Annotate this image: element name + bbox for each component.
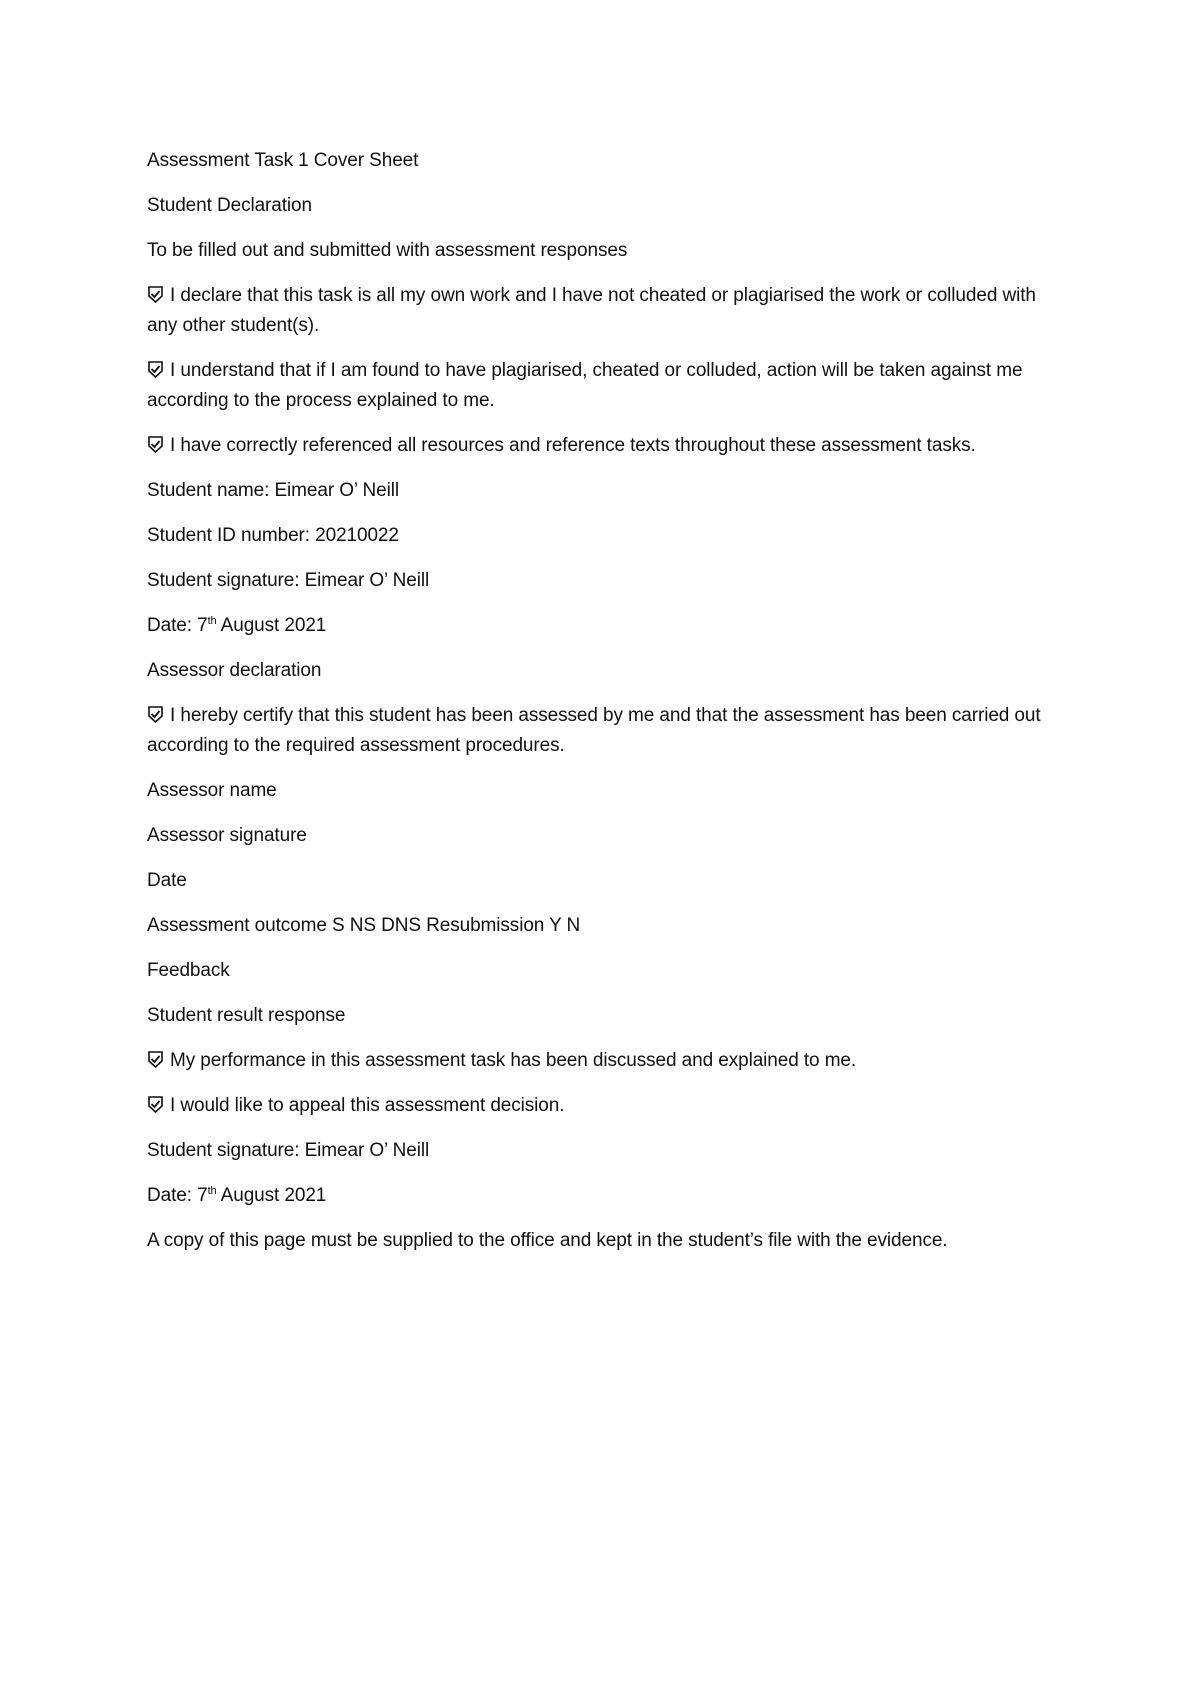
assessor-signature: Assessor signature (147, 825, 307, 846)
page-title: Assessment Task 1 Cover Sheet (147, 150, 419, 171)
final-date (147, 1181, 1067, 1211)
checkbox-icon (147, 436, 164, 453)
final-date-label: Date: 7 (147, 1185, 208, 1206)
result-response-text: My performance in this assessment task has been discussed and explained to me. (170, 1050, 857, 1071)
student-date (147, 611, 1067, 641)
declaration-item (147, 281, 1067, 341)
checkbox-icon (147, 1096, 164, 1113)
checkbox-icon (147, 706, 164, 723)
result-response-item (147, 1046, 1067, 1076)
result-response-text: I would like to appeal this assessment decision. (170, 1095, 565, 1116)
feedback-label: Feedback (147, 960, 230, 981)
student-id: Student ID number: 20210022 (147, 525, 399, 546)
assessor-declaration-heading: Assessor declaration (147, 660, 322, 681)
assessor-date: Date (147, 870, 187, 891)
student-signature: Student signature: Eimear O’ Neill (147, 570, 430, 591)
student-declaration-heading: Student Declaration (147, 195, 312, 216)
cover-sheet-content (147, 146, 1067, 1271)
date-ordinal: th (207, 615, 217, 627)
final-date-ordinal: th (207, 1185, 217, 1197)
declaration-text: I have correctly referenced all resources and reference texts throughout these assessment tasks. (170, 435, 976, 456)
declaration-text: I understand that if I am found to have plagiarised, cheated or colluded, action will be taken against me according to the process explained to me. (147, 360, 1023, 411)
final-student-signature: Student signature: Eimear O’ Neill (147, 1140, 430, 1161)
assessor-certification-item (147, 701, 1067, 761)
instruction-text: To be filled out and submitted with assessment responses (147, 240, 628, 261)
checkbox-icon (147, 286, 164, 303)
date-rest: August 2021 (216, 615, 327, 636)
student-name: Student name: Eimear O’ Neill (147, 480, 399, 501)
result-response-item (147, 1091, 1067, 1121)
final-date-rest: August 2021 (216, 1185, 327, 1206)
checkbox-icon (147, 1051, 164, 1068)
declaration-item (147, 431, 1067, 461)
date-label: Date: 7 (147, 615, 208, 636)
assessor-name: Assessor name (147, 780, 277, 801)
declaration-text: I declare that this task is all my own work and I have not cheated or plagiarised the work or colluded with any other student(s). (147, 285, 1036, 336)
assessor-certification-text: I hereby certify that this student has been assessed by me and that the assessment has been carried out according to the required assessment procedures. (147, 705, 1041, 756)
checkbox-icon (147, 361, 164, 378)
student-result-response-heading: Student result response (147, 1005, 346, 1026)
assessment-outcome: Assessment outcome S NS DNS Resubmission Y N (147, 915, 581, 936)
declaration-item (147, 356, 1067, 416)
footer-note: A copy of this page must be supplied to the office and kept in the student’s file with the evidence. (147, 1230, 948, 1251)
